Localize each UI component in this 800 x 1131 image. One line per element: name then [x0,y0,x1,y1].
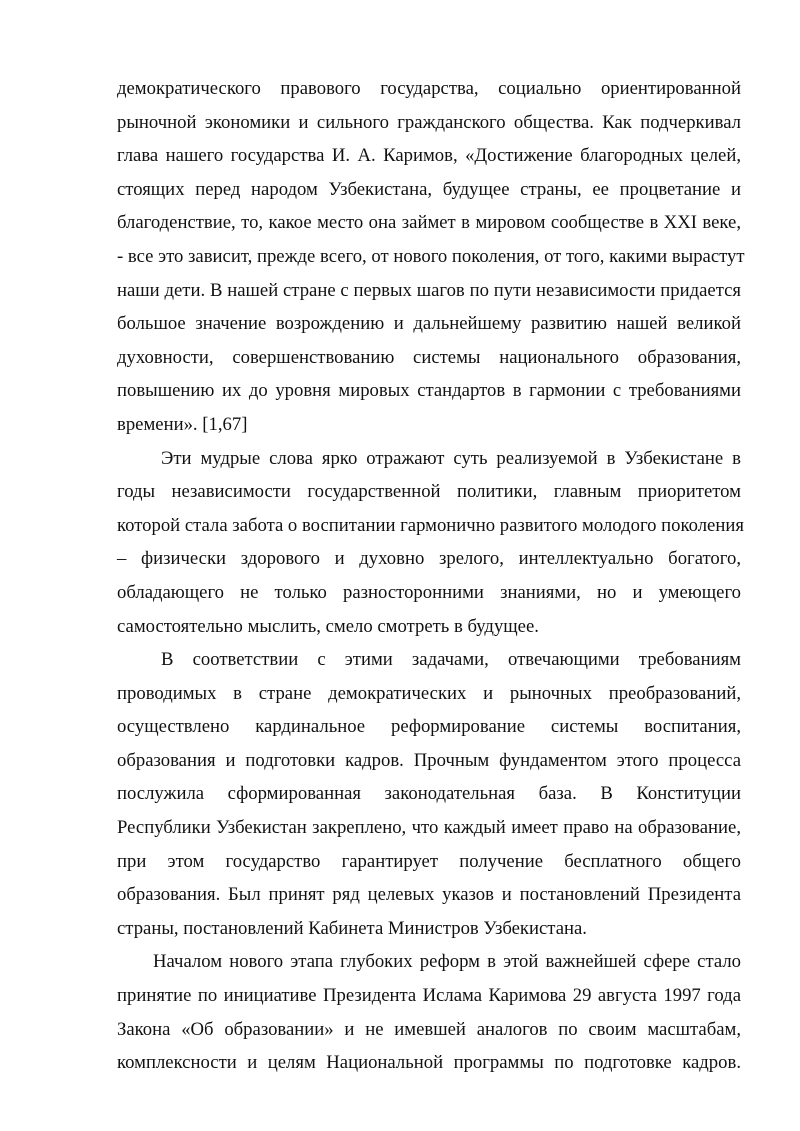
text-line: Началом нового этапа глубоких реформ в этой важнейшей сфере стало [153,951,741,973]
text-line: глава нашего государства И. А. Каримов, «Достижение благородных целей, [117,145,741,167]
text-line: самостоятельно мыслить, смело смотреть в будущее. [117,615,539,637]
text-line: проводимых в стране демократических и рыночных преобразований, [117,682,741,704]
text-line: - все это зависит, прежде всего, от нового поколения, от того, какими вырастут [117,245,745,267]
document-page [117,72,745,1080]
text-line: благоденствие, то, какое место она займет в мировом сообществе в XXI веке, [117,212,741,234]
text-line: которой стала забота о воспитании гармонично развитого молодого поколения [117,514,744,536]
text-line: образования. Был принят ряд целевых указов и постановлений Президента [117,884,741,906]
text-line: Закона «Об образовании» и не имевшей аналогов по своим масштабам, [117,1018,741,1040]
text-line: Эти мудрые слова ярко отражают суть реализуемой в Узбекистане в [161,447,741,469]
text-line: образования и подготовки кадров. Прочным фундаментом этого процесса [117,749,741,771]
text-line: стоящих перед народом Узбекистана, будущее страны, ее процветание и [117,178,741,200]
paragraph [117,442,744,644]
text-line: страны, постановлений Кабинета Министров Узбекистана. [117,917,587,939]
text-line: годы независимости государственной политики, главным приоритетом [117,481,741,503]
text-line: повышению их до уровня мировых стандартов в гармонии с требованиями [117,380,741,402]
text-line: рыночной экономики и сильного гражданского общества. Как подчеркивал [117,111,741,133]
text-line: большое значение возрождению и дальнейшему развитию нашей великой [117,313,741,335]
text-line: времени». [1,67] [117,413,248,435]
text-line: В соответствии с этими задачами, отвечающими требованиям [161,649,741,671]
text-line: Республики Узбекистан закреплено, что каждый имеет право на образование, [117,817,741,839]
text-line: послужила сформированная законодательная база. В Конституции [117,783,741,805]
text-line: комплексности и целям Национальной программы по подготовке кадров. [117,1052,741,1074]
text-line: осуществлено кардинальное реформирование системы воспитания, [117,716,741,738]
text-line: обладающего не только разносторонними знаниями, но и умеющего [117,581,741,603]
paragraph [117,643,741,945]
text-line: наши дети. В нашей стране с первых шагов по пути независимости придается [117,279,741,301]
text-line: принятие по инициативе Президента Ислама Каримова 29 августа 1997 года [117,985,741,1007]
text-line: – физически здорового и духовно зрелого, интеллектуально богатого, [117,548,741,570]
text-line: духовности, совершенствованию системы национального образования, [117,346,741,368]
paragraph [117,945,741,1079]
text-line: при этом государство гарантирует получение бесплатного общего [117,850,741,872]
paragraph [117,72,745,442]
text-line: демократического правового государства, социально ориентированной [117,78,741,99]
